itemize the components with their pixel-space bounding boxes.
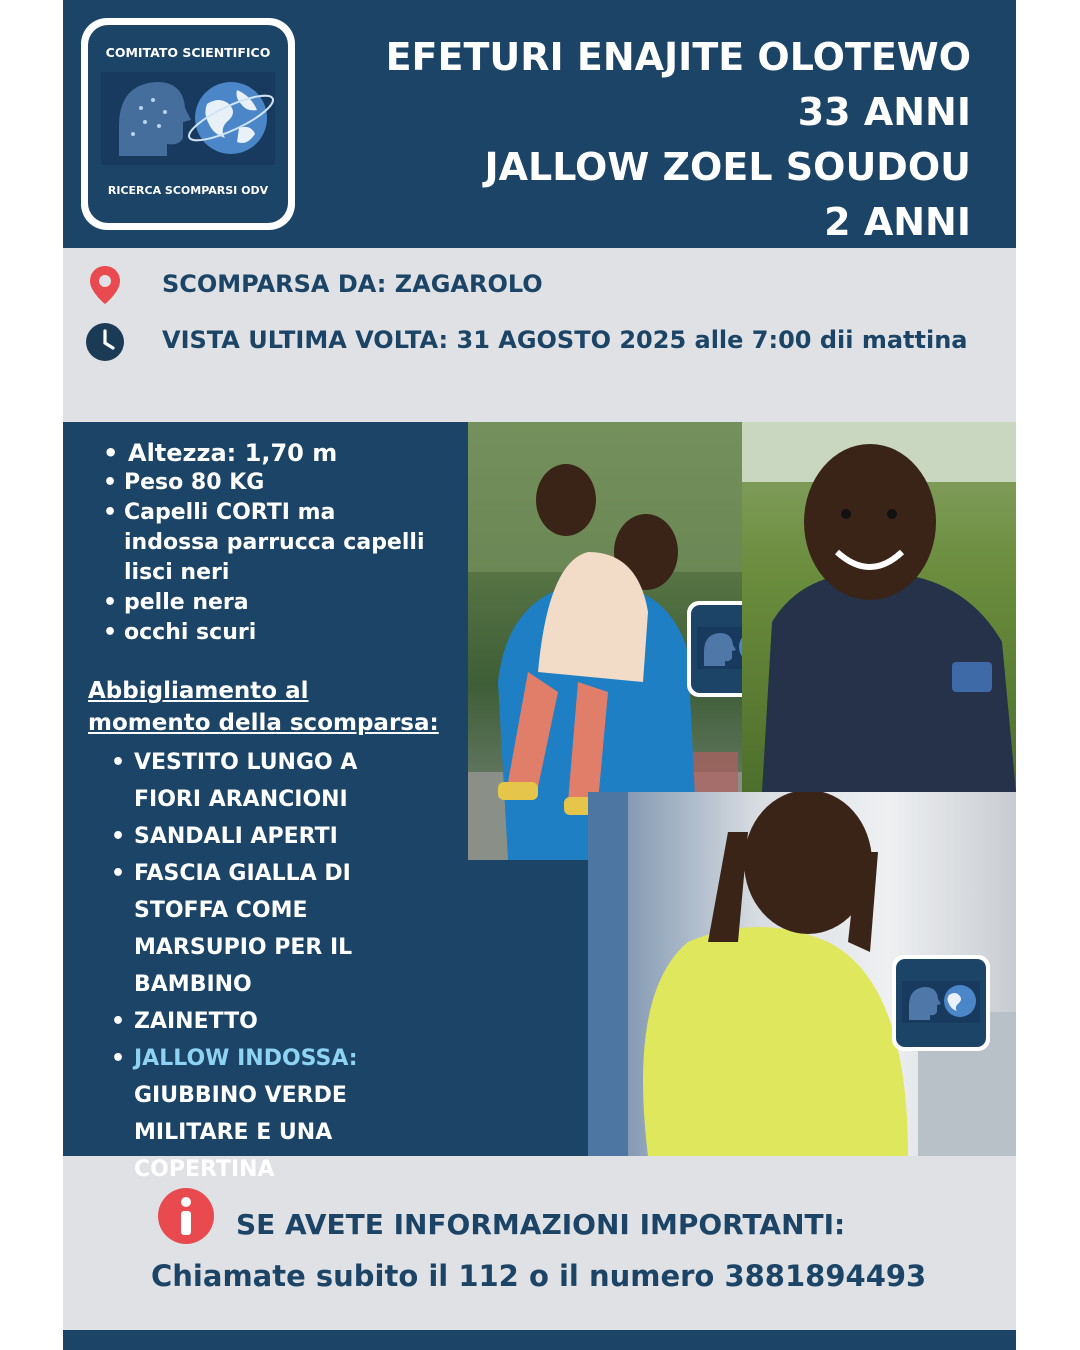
person-names-title [386,30,971,250]
description-panel [63,422,1016,1182]
mother-age: 33 ANNI [797,90,971,134]
trait-height: • Altezza: 1,70 m [103,438,433,468]
photo-child-smiling [742,422,1016,792]
trait-skin: • pelle nera [103,588,433,618]
clock-icon [85,322,125,362]
header-band [63,0,1016,248]
clothing-item: • VESTITO LUNGO A FIORI ARANCIONI [111,744,421,818]
info-icon [158,1188,214,1244]
last-seen-text: VISTA ULTIMA VOLTA: 31 AGOSTO 2025 alle 7:00 dii mattina [162,326,968,354]
jallow-clothing-text: GIUBBINO VERDE MILITARE E UNA COPERTINA [134,1083,347,1182]
organization-logo [79,16,297,232]
bottom-bar [63,1330,1016,1350]
clothing-item-jallow [111,1040,371,1188]
footer-call-to-action: Chiamate subito il 112 o il numero 3881894493 [151,1259,927,1293]
watermark-logo [891,954,991,1052]
missing-person-poster [63,0,1016,1350]
trait-eyes: • occhi scuri [103,618,433,648]
trait-hair: • Capelli CORTI ma indossa parrucca capelli lisci neri [103,498,433,588]
clothing-item: • ZAINETTO [111,1003,441,1040]
logo-top-text: COMITATO SCIENTIFICO [105,45,271,60]
clothing-list [111,744,441,1188]
clothing-item: • FASCIA GIALLA DI STOFFA COME MARSUPIO PER IL BAMBINO [111,855,441,1003]
location-pin-icon [85,264,125,304]
physical-traits-list [103,438,433,648]
child-age: 2 ANNI [824,200,971,244]
location-text: SCOMPARSA DA: ZAGAROLO [162,270,543,298]
footer-heading: SE AVETE INFORMAZIONI IMPORTANTI: [236,1208,846,1241]
jallow-label: JALLOW INDOSSA: [134,1046,358,1071]
photo-mother-closeup [588,792,1016,1156]
clothing-heading: Abbigliamento al momento della scomparsa: [88,678,439,736]
watermark-logo [686,600,742,698]
clothing-item: • SANDALI APERTI [111,818,441,855]
trait-weight: • Peso 80 KG [103,468,433,498]
child-name: JALLOW ZOEL SOUDOU [484,145,971,189]
mother-name: EFETURI ENAJITE OLOTEWO [385,35,971,79]
logo-bottom-text: RICERCA SCOMPARSI ODV [107,184,269,197]
